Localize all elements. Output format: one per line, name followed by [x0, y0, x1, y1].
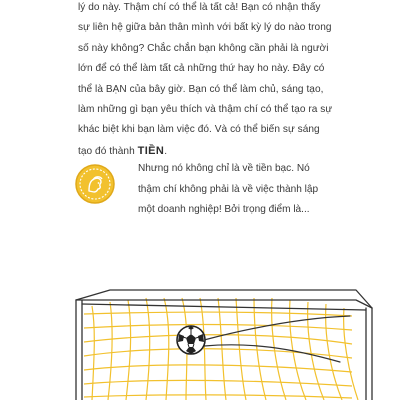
- net-mesh: [84, 298, 358, 400]
- coin-icon: [74, 163, 116, 205]
- body-paragraph-2: [138, 159, 328, 221]
- soccer-ball-icon: [177, 326, 205, 354]
- paragraph-1-end: .: [164, 145, 168, 157]
- paragraph-1-text: [78, 0, 334, 162]
- paragraph-2-text: Nhưng nó không chỉ là về tiền bạc. Nó thậm chí không phải là về việc thành lập một doanh nghiệp! Bởi trọng điểm là...: [138, 163, 319, 215]
- goal-net-illustration: [0, 270, 400, 400]
- paragraph-1-lead: lý do này. Thậm chí có thể là tất cả! Bạn có nhận thấy sự liên hệ giữa bản thân mình với bất kỳ lý do nào trong số này không? Chắc chắn bạn không cần phải là người lớn để có thể làm tất cả những thứ hay ho này. Đây có thể là BẠN của bây giờ. Bạn có thể làm chủ, sáng tạo, làm những gì bạn yêu thích và thậm chí có thể tạo ra sự khác biệt khi bạn làm việc đó. Và có thể biến sự sáng tạo đó thành: [78, 2, 333, 157]
- emphasis-word: TIỀN: [137, 144, 165, 157]
- body-paragraph-1: [78, 0, 334, 162]
